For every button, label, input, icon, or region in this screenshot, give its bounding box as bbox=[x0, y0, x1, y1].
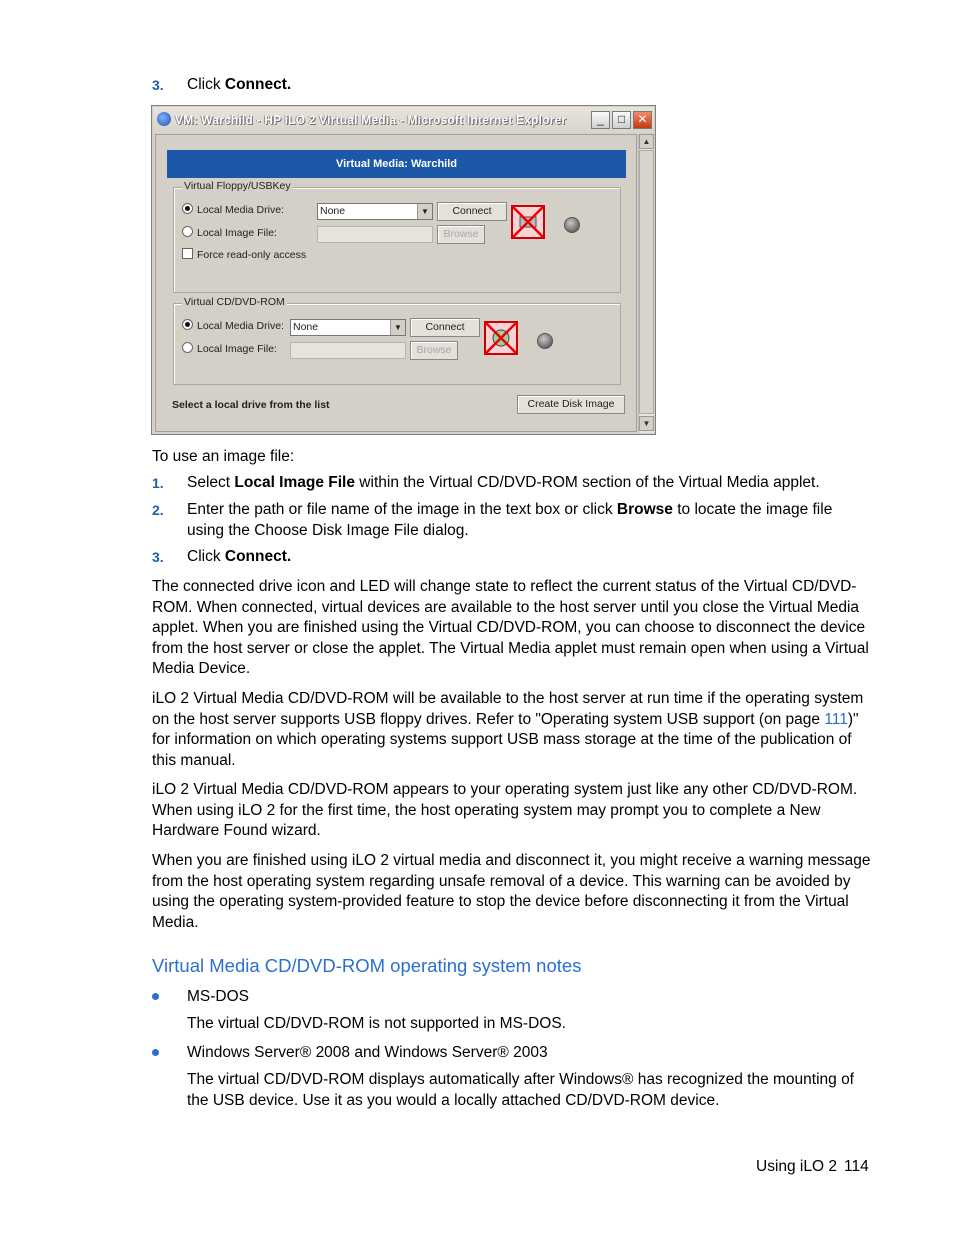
step-text-post: within the Virtual CD/DVD-ROM section of the Virtual Media applet. bbox=[355, 474, 820, 491]
radio-selected-icon bbox=[182, 203, 193, 214]
step-text-bold: Local Image File bbox=[234, 474, 355, 491]
scroll-up-icon[interactable]: ▲ bbox=[639, 134, 654, 149]
step-text bbox=[187, 547, 871, 568]
footer-section: Using iLO 2 bbox=[756, 1158, 837, 1175]
floppy-drive-disconnected-icon bbox=[511, 205, 545, 239]
section-heading: Virtual Media CD/DVD-ROM operating system notes bbox=[152, 955, 582, 976]
step-text-pre: Click bbox=[187, 76, 225, 93]
paragraph-drive-state: The connected drive icon and LED will change state to reflect the current status of the Virtual CD/DVD-ROM. When connected, virtual devices are available to the host server until you close the Virtual Media applet. When you are finished using the Virtual CD/DVD-ROM, you can choose to disconnect the device from the host server or close the applet. The Virtual Media applet must remain open when using a Virtual Media Device. bbox=[152, 578, 869, 677]
step-number: 3. bbox=[152, 77, 164, 93]
paragraph-availability bbox=[152, 689, 872, 771]
floppy-group bbox=[173, 180, 621, 293]
bullet-title: Windows Server® 2008 and Windows Server® 2003 bbox=[187, 1044, 548, 1061]
step-text-bold: Connect. bbox=[224, 548, 292, 565]
maximize-button[interactable]: □ bbox=[612, 111, 631, 129]
floppy-local-image-radio[interactable] bbox=[182, 226, 277, 239]
radio-icon bbox=[182, 342, 193, 353]
scroll-down-icon[interactable]: ▼ bbox=[639, 416, 654, 431]
create-disk-image-button[interactable]: Create Disk Image bbox=[517, 395, 625, 414]
step-text-pre: Enter the path or file name of the image in the text box or click bbox=[187, 501, 617, 518]
cd-image-path-input[interactable] bbox=[290, 342, 406, 359]
paragraph-os-appearance: iLO 2 Virtual Media CD/DVD-ROM appears to your operating system just like any other CD/DVD-ROM. When using iLO 2 for the first time, the host operating system may prompt you to complete a New Hardware Found wizard. bbox=[152, 781, 858, 839]
step-text-post: to locate the image file using the Choose Disk Image File dialog. bbox=[187, 501, 833, 539]
scroll-thumb[interactable] bbox=[639, 150, 654, 414]
cd-local-image-radio[interactable] bbox=[182, 342, 277, 355]
step-number: 1. bbox=[152, 475, 164, 491]
cd-drive-value: None bbox=[293, 321, 319, 333]
cd-drive-disconnected-icon bbox=[484, 321, 518, 355]
page-reference-link[interactable]: 111 bbox=[824, 710, 848, 728]
window-title: VM: Warchild - HP iLO 2 Virtual Media - Microsoft Internet Explorer bbox=[175, 113, 567, 127]
step-text bbox=[187, 75, 871, 96]
force-readonly-checkbox[interactable] bbox=[182, 248, 306, 261]
cd-group-legend: Virtual CD/DVD-ROM bbox=[184, 296, 285, 308]
step-number: 2. bbox=[152, 502, 164, 518]
internet-explorer-icon bbox=[157, 112, 171, 126]
paragraph-text: )" for information on which operating systems support USB mass storage at the time of the publication of this manual. bbox=[152, 710, 859, 769]
applet-banner: Virtual Media: Warchild bbox=[167, 150, 626, 178]
radio-selected-icon bbox=[182, 319, 193, 330]
chevron-down-icon: ▼ bbox=[390, 320, 405, 335]
step-text bbox=[187, 500, 871, 541]
radio-icon bbox=[182, 226, 193, 237]
bullet-body: The virtual CD/DVD-ROM is not supported in MS-DOS. bbox=[187, 1015, 566, 1032]
footer-page-number: 114 bbox=[844, 1158, 869, 1175]
step-text-pre: Select bbox=[187, 474, 235, 491]
step-text-bold: Browse bbox=[616, 501, 673, 518]
bullet-icon bbox=[152, 993, 161, 1002]
floppy-local-image-label: Local Image File: bbox=[197, 227, 277, 239]
floppy-browse-button[interactable]: Browse bbox=[437, 225, 485, 244]
cd-drive-select[interactable] bbox=[290, 319, 406, 336]
floppy-group-legend: Virtual Floppy/USBKey bbox=[184, 180, 291, 192]
cd-local-media-radio[interactable] bbox=[182, 319, 284, 332]
minimize-button[interactable]: _ bbox=[591, 111, 610, 129]
applet-area bbox=[155, 134, 637, 432]
cd-connect-button[interactable]: Connect bbox=[410, 318, 480, 337]
intro-text: To use an image file: bbox=[152, 448, 295, 465]
step-text-bold: Connect. bbox=[224, 76, 292, 93]
cd-status-led bbox=[537, 333, 553, 349]
floppy-status-led bbox=[564, 217, 580, 233]
step-text bbox=[187, 473, 871, 494]
floppy-local-media-radio[interactable] bbox=[182, 203, 284, 216]
bullet-body: The virtual CD/DVD-ROM displays automatically after Windows® has recognized the mounting of the USB device. Use it as you would a locally attached CD/DVD-ROM device. bbox=[187, 1071, 854, 1109]
floppy-image-path-input[interactable] bbox=[317, 226, 433, 243]
bullet-icon bbox=[152, 1049, 161, 1058]
cd-group bbox=[173, 296, 621, 385]
cd-local-media-label: Local Media Drive: bbox=[197, 320, 284, 332]
chevron-down-icon: ▼ bbox=[417, 204, 432, 219]
cd-local-image-label: Local Image File: bbox=[197, 343, 277, 355]
floppy-drive-select[interactable] bbox=[317, 203, 433, 220]
floppy-drive-value: None bbox=[320, 205, 346, 217]
force-readonly-label: Force read-only access bbox=[197, 249, 307, 261]
floppy-connect-button[interactable]: Connect bbox=[437, 202, 507, 221]
vertical-scrollbar[interactable] bbox=[638, 134, 654, 433]
bullet-title: MS-DOS bbox=[187, 988, 249, 1005]
status-message: Select a local drive from the list bbox=[172, 399, 330, 411]
paragraph-unsafe-removal: When you are finished using iLO 2 virtual media and disconnect it, you might receive a warning message from the host operating system regarding unsafe removal of a device. This warning can be avoided by using the operating system-provided feature to stop the device before disconnecting it from the Virtual Media. bbox=[152, 852, 871, 931]
checkbox-icon bbox=[182, 248, 193, 259]
window-titlebar bbox=[153, 107, 654, 133]
close-button[interactable]: ✕ bbox=[633, 111, 652, 129]
floppy-local-media-label: Local Media Drive: bbox=[197, 204, 284, 216]
step-number: 3. bbox=[152, 549, 164, 565]
paragraph-text: iLO 2 Virtual Media CD/DVD-ROM will be available to the host server at run time if the operating system on the host server supports USB floppy drives. Refer to "Operating system USB support (on page bbox=[152, 690, 864, 728]
virtual-media-window bbox=[151, 105, 656, 435]
step-text-pre: Click bbox=[187, 548, 225, 565]
cd-browse-button[interactable]: Browse bbox=[410, 341, 458, 360]
